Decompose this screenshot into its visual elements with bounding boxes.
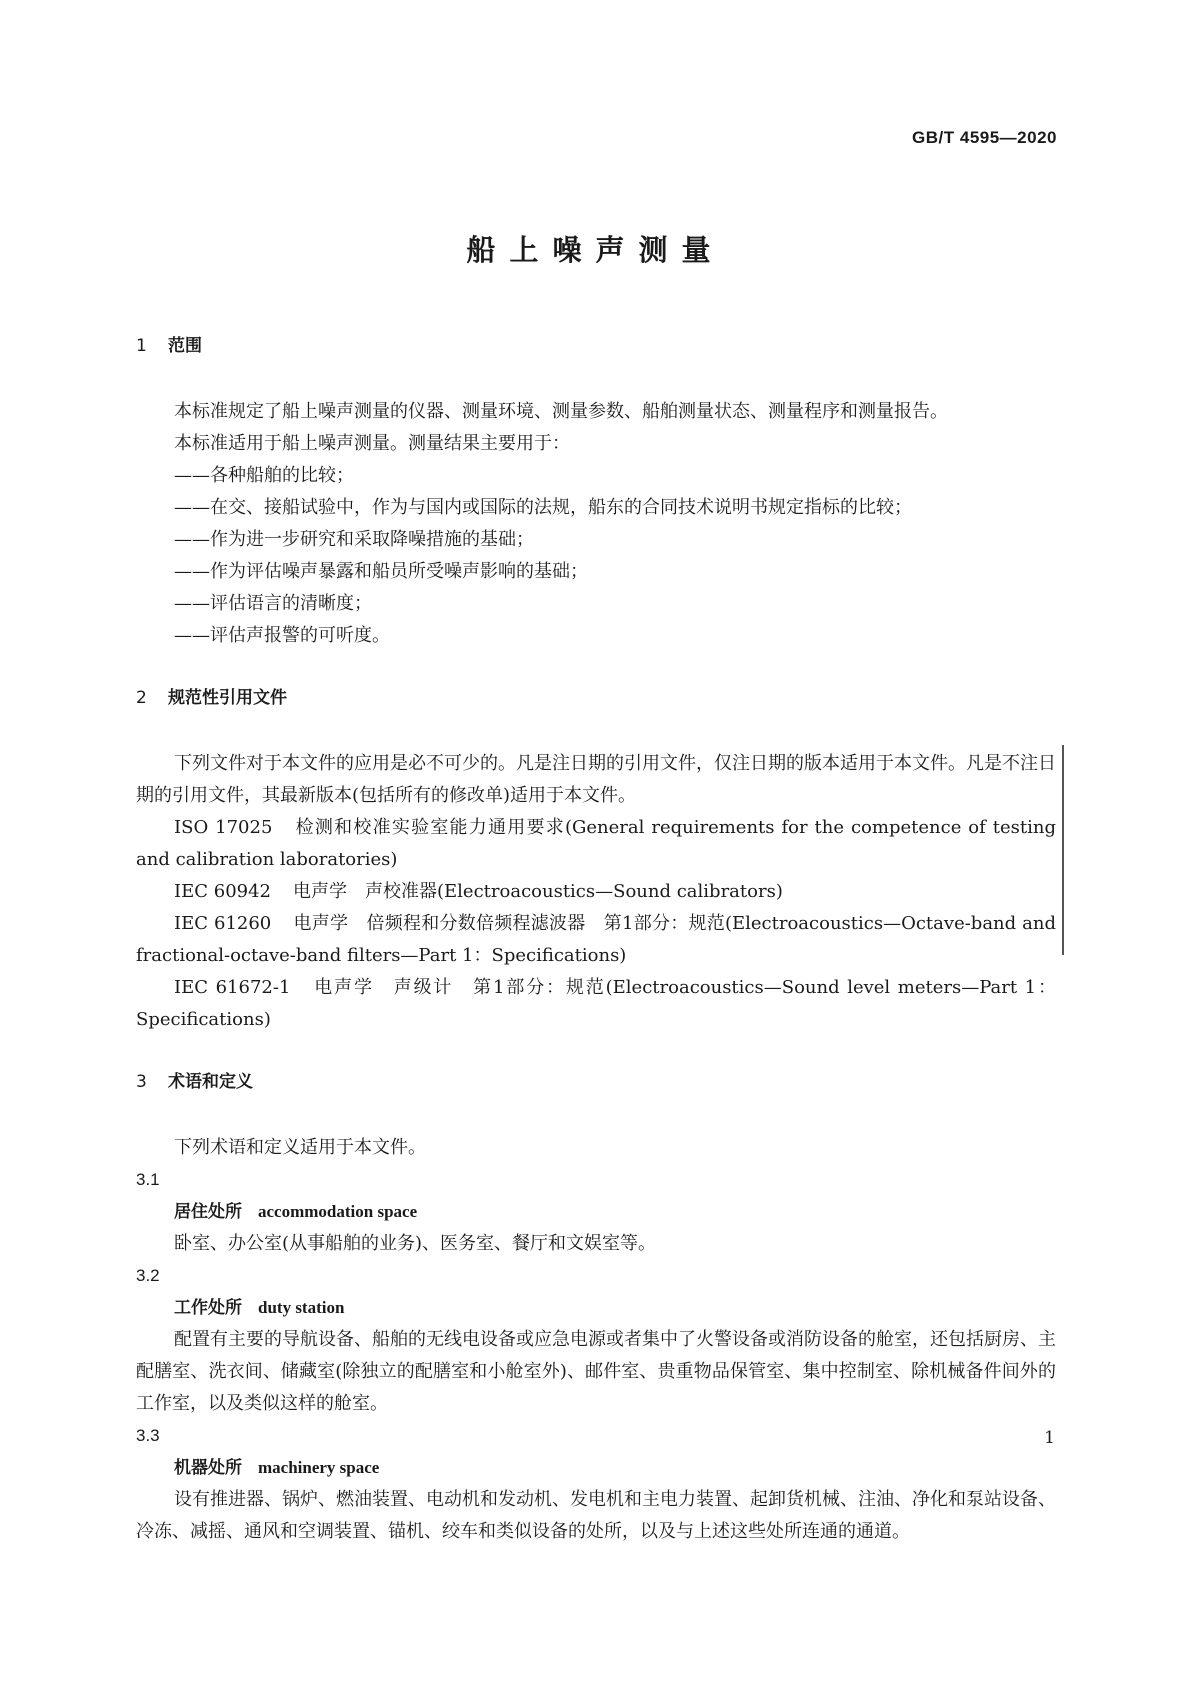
revision-bar — [1062, 745, 1064, 955]
reference-code: ISO 17025 — [174, 817, 273, 838]
section-title: 规范性引用文件 — [168, 688, 287, 708]
term-zh: 工作处所 — [174, 1298, 242, 1318]
paragraph: 下列文件对于本文件的应用是必不可少的。凡是注日期的引用文件，仅注日期的版本适用于本文件。凡是不注日期的引用文件，其最新版本(包括所有的修改单)适用于本文件。 — [136, 753, 1056, 806]
term-heading — [136, 1196, 1056, 1228]
reference-item — [136, 908, 1056, 972]
reference-item — [136, 812, 1056, 876]
term-zh: 机器处所 — [174, 1458, 242, 1478]
term-definition: 设有推进器、锅炉、燃油装置、电动机和发动机、发电机和主电力装置、起卸货机械、注油、净化和泵站设备、冷冻、减摇、通风和空调装置、锚机、绞车和类似设备的处所，以及与上述这些处所连通的通道。 — [136, 1489, 1056, 1542]
term-number: 3.3 — [136, 1426, 160, 1445]
section-heading — [136, 330, 1056, 362]
list-item: ——作为评估噪声暴露和船员所受噪声影响的基础； — [174, 561, 588, 582]
reference-code: IEC 61672-1 — [174, 977, 291, 998]
list-item: ——在交、接船试验中，作为与国内或国际的法规，船东的合同技术说明书规定指标的比较； — [174, 497, 912, 518]
section-title: 范围 — [168, 336, 202, 356]
section-title: 术语和定义 — [168, 1072, 253, 1092]
document-body — [136, 330, 1056, 1548]
term-definition: 卧室、办公室(从事船舶的业务)、医务室、餐厅和文娱室等。 — [174, 1233, 657, 1254]
term-definition: 配置有主要的导航设备、船舶的无线电设备或应急电源或者集中了火警设备或消防设备的舱室，还包括厨房、主配膳室、洗衣间、储藏室(除独立的配膳室和小舱室外)、邮件室、贵重物品保管室、集中控制室、除机械备件间外的工作室，以及类似这样的舱室。 — [136, 1329, 1056, 1414]
reference-text: 电声学 声级计 第1部分：规范(Electroacoustics—Sound level meters—Part 1：Specifications) — [136, 977, 1056, 1030]
section-heading — [136, 1066, 1056, 1098]
term-number: 3.2 — [136, 1266, 160, 1285]
list-item: ——评估语言的清晰度； — [174, 593, 372, 614]
term-number: 3.1 — [136, 1170, 160, 1189]
section-number: 3 — [136, 1072, 147, 1092]
section-number: 1 — [136, 336, 147, 356]
section-heading — [136, 682, 1056, 714]
reference-text: 电声学 倍频程和分数倍频程滤波器 第1部分：规范(Electroacoustics—Octave-band and fractional-octave-band filters—Part 1：Specifications) — [136, 913, 1056, 966]
reference-text: 电声学 声校准器(Electroacoustics—Sound calibrators) — [293, 881, 783, 902]
term-en: machinery space — [258, 1458, 380, 1477]
reference-code: IEC 60942 — [174, 881, 272, 902]
reference-code: IEC 61260 — [174, 913, 272, 934]
standard-code: GB/T 4595—2020 — [912, 128, 1057, 147]
document-title: 船上噪声测量 — [466, 233, 725, 267]
list-item: ——评估声报警的可听度。 — [174, 625, 390, 646]
term-zh: 居住处所 — [174, 1202, 242, 1222]
paragraph: 下列术语和定义适用于本文件。 — [174, 1137, 426, 1158]
section-number: 2 — [136, 688, 147, 708]
paragraph: 本标准规定了船上噪声测量的仪器、测量环境、测量参数、船舶测量状态、测量程序和测量报告。 — [174, 401, 948, 422]
reference-item — [136, 972, 1056, 1036]
reference-item — [136, 876, 1056, 908]
term-heading — [136, 1292, 1056, 1324]
term-en: duty station — [258, 1298, 345, 1317]
paragraph: 本标准适用于船上噪声测量。测量结果主要用于： — [174, 433, 570, 454]
reference-text: 检测和校准实验室能力通用要求(General requirements for the competence of testing and calibration laboratories) — [136, 817, 1056, 870]
term-heading — [136, 1452, 1056, 1484]
list-item: ——各种船舶的比较； — [174, 465, 354, 486]
list-item: ——作为进一步研究和采取降噪措施的基础； — [174, 529, 534, 550]
page-number: 1 — [1044, 1428, 1055, 1448]
term-en: accommodation space — [258, 1202, 418, 1221]
